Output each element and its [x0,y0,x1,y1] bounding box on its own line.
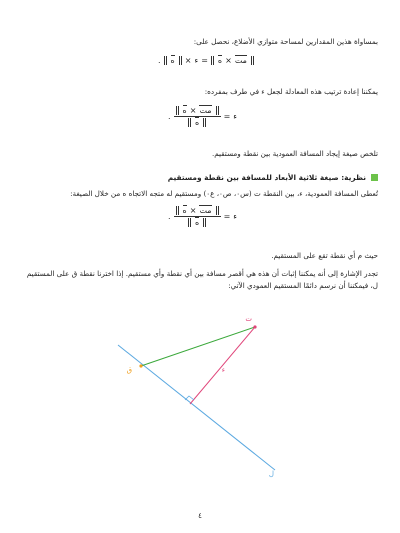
cross-sign: × [225,56,232,65]
equals-sign: = [201,56,208,65]
vector-d: ه [170,56,175,65]
distance-symbol: ء [233,112,238,121]
cross-sign: × [189,106,197,115]
point-t [253,325,256,328]
vector-mp: مت [199,106,212,115]
vector-d-den: ه [194,118,200,127]
theorem-title: نظرية: صيغة ثلاثية الأبعاد للمسافة بين نقطة ومستقيم [167,173,366,182]
distance-symbol: ء [194,56,199,65]
label-d: ء [221,366,225,374]
cross-sign: × [189,206,197,215]
equals-sign: = [223,212,231,221]
page-number: ٤ [198,512,202,520]
vector-d-2: ه [217,56,223,65]
label-t: ت [245,315,252,323]
vector-d-den: ه [194,218,200,227]
line-l [118,345,275,470]
paragraph-5: حيث م أي نقطة تقع على المستقيم. [271,251,378,260]
vector-d: ه [182,106,187,115]
paragraph-3: تلخص صيغة إيجاد المسافة العمودية بين نقطة ومستقيم. [211,149,378,158]
paragraph-2: يمكننا إعادة ترتيب هذه المعادلة لجعل ء في طرف بمفرده: [204,87,378,96]
period: . [168,212,171,221]
vector-mp: مت [234,56,247,65]
vector-mp: مت [199,206,212,215]
period: . [158,56,161,65]
label-l: ل [268,470,274,478]
equals-sign: = [223,112,231,121]
point-q [139,364,142,367]
label-q: ق [126,366,132,374]
paragraph-6: تجدر الإشارة إلى أنه يمكننا إثبات أن هذه هي أقصر مسافة بين أي نقطة وأي مستقيم. إذا اخترنا نقطة ق على المستقيم ل، فيمكننا أن نرسم دائمًا المستقيم العمودي الآتي: [26,269,378,290]
paragraph-1: بمساواة هذين المقدارين لمساحة متوازي الأضلاع، نحصل على: [193,37,378,46]
period: . [168,112,171,121]
paragraph-4: تُعطى المسافة العمودية، ء، بين النقطة ت (س٠، ص٠، ع٠) ومستقيم له متجه الاتجاه ه من خلال الصيغة: [70,189,378,198]
times-sign: × [184,56,192,65]
distance-symbol: ء [233,212,238,221]
vector-d: ه [182,206,187,215]
